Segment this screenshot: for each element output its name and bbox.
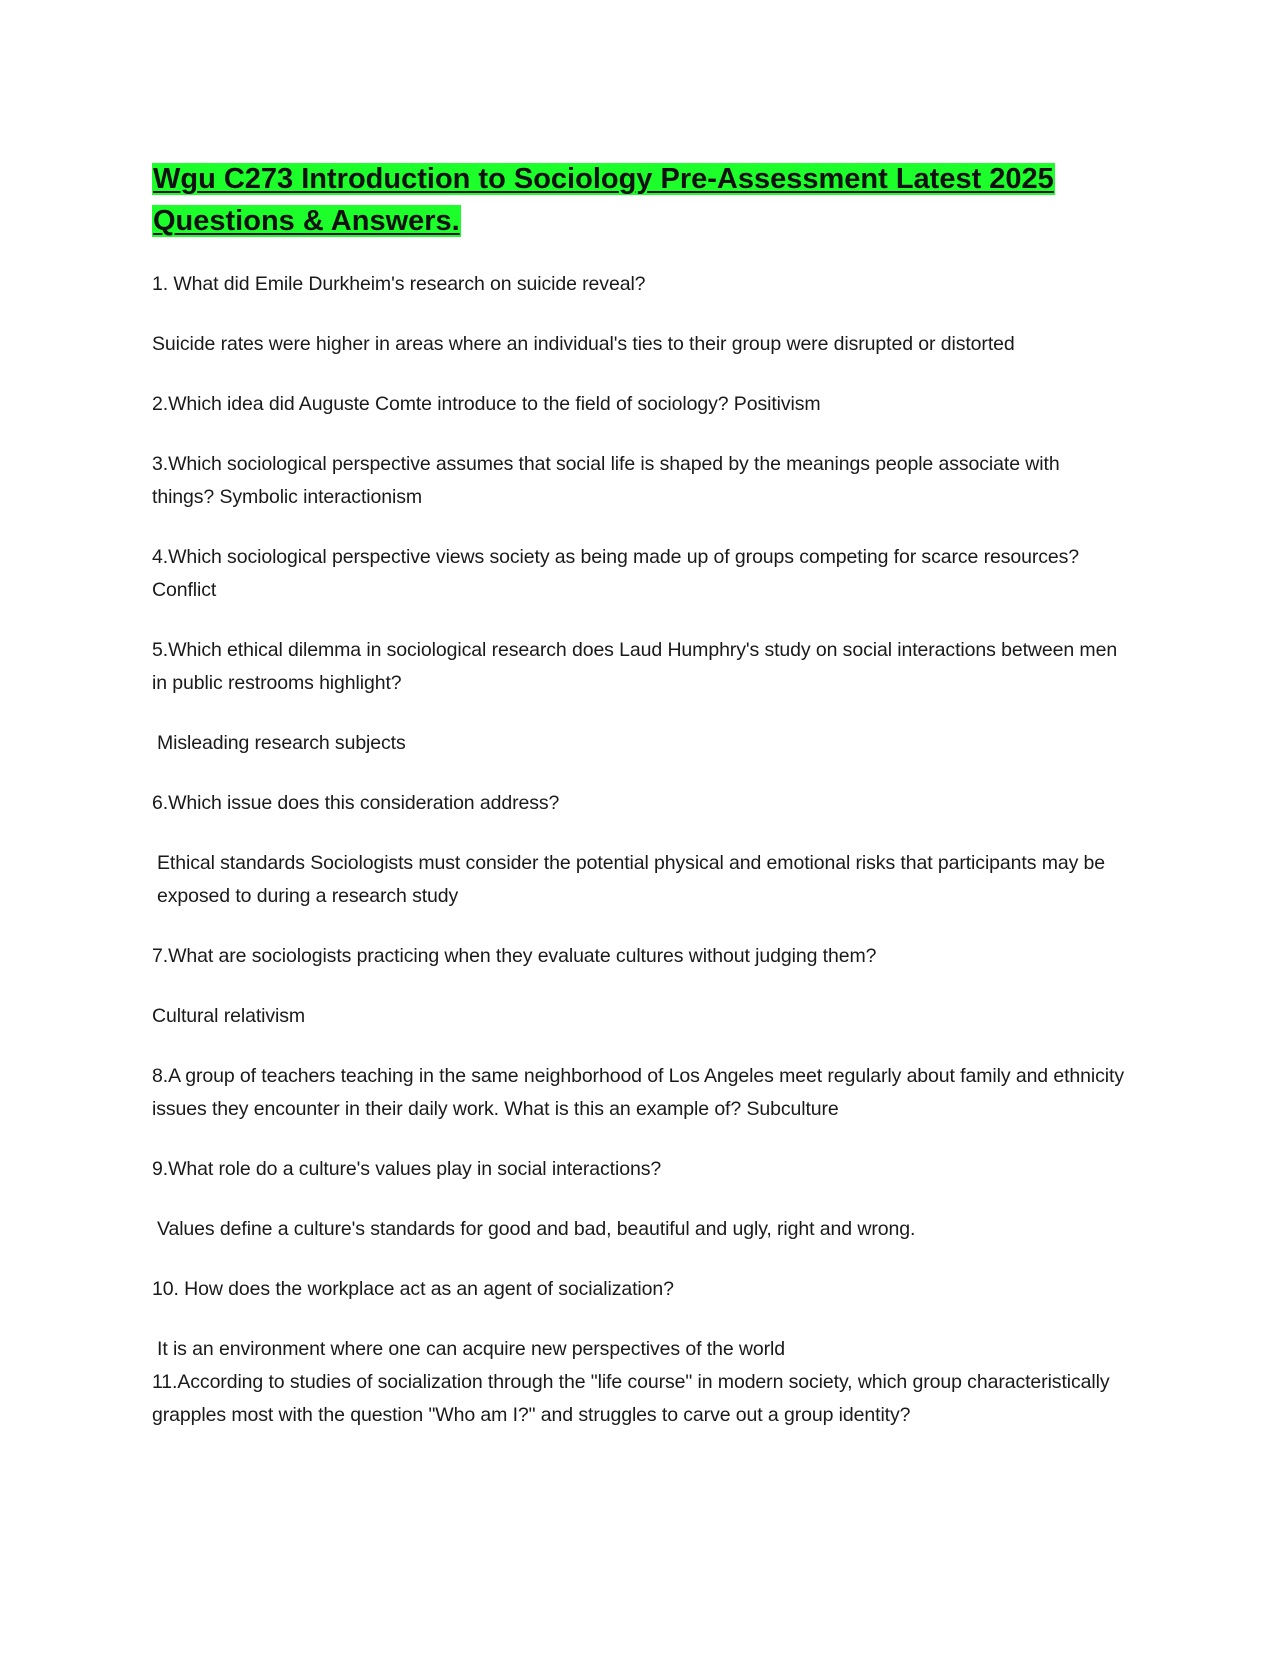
question-2: 2.Which idea did Auguste Comte introduce to the field of sociology? Positivism bbox=[152, 393, 821, 415]
question-1: 1. What did Emile Durkheim's research on suicide reveal? bbox=[152, 273, 646, 295]
answer-9: Values define a culture's standards for good and bad, beautiful and ugly, right and wrong. bbox=[157, 1218, 916, 1240]
question-11: 11.According to studies of socialization through the "life course" in modern society, which group characteristically grapples most with the question "Who am I?" and struggles to carve out a group identity? bbox=[152, 1371, 1110, 1426]
answer-5: Misleading research subjects bbox=[157, 732, 406, 754]
question-6: 6.Which issue does this consideration address? bbox=[152, 792, 560, 814]
question-4: 4.Which sociological perspective views society as being made up of groups competing for scarce resources? Conflict bbox=[152, 546, 1080, 601]
question-3: 3.Which sociological perspective assumes that social life is shaped by the meanings people associate with things? Symbolic interactionism bbox=[152, 453, 1060, 508]
question-9: 9.What role do a culture's values play in social interactions? bbox=[152, 1158, 662, 1180]
answer-1: Suicide rates were higher in areas where an individual's ties to their group were disrupted or distorted bbox=[152, 333, 1015, 355]
document-title-text: Wgu C273 Introduction to Sociology Pre-Assessment Latest 2025 Questions & Answers. bbox=[153, 163, 1054, 237]
question-5: 5.Which ethical dilemma in sociological research does Laud Humphry's study on social interactions between men in public restrooms highlight? bbox=[152, 639, 1118, 694]
document-title bbox=[152, 158, 1127, 242]
answer-7: Cultural relativism bbox=[152, 1005, 306, 1027]
question-10: 10. How does the workplace act as an agent of socialization? bbox=[152, 1278, 674, 1300]
answer-6: Ethical standards Sociologists must consider the potential physical and emotional risks that participants may be exposed to during a research study bbox=[157, 852, 1106, 907]
question-7: 7.What are sociologists practicing when they evaluate cultures without judging them? bbox=[152, 945, 877, 967]
question-8: 8.A group of teachers teaching in the same neighborhood of Los Angeles meet regularly about family and ethnicity issues they encounter in their daily work. What is this an example of? Subculture bbox=[152, 1065, 1125, 1120]
document-page bbox=[152, 158, 1127, 1459]
answer-10: It is an environment where one can acquire new perspectives of the world bbox=[157, 1338, 785, 1360]
